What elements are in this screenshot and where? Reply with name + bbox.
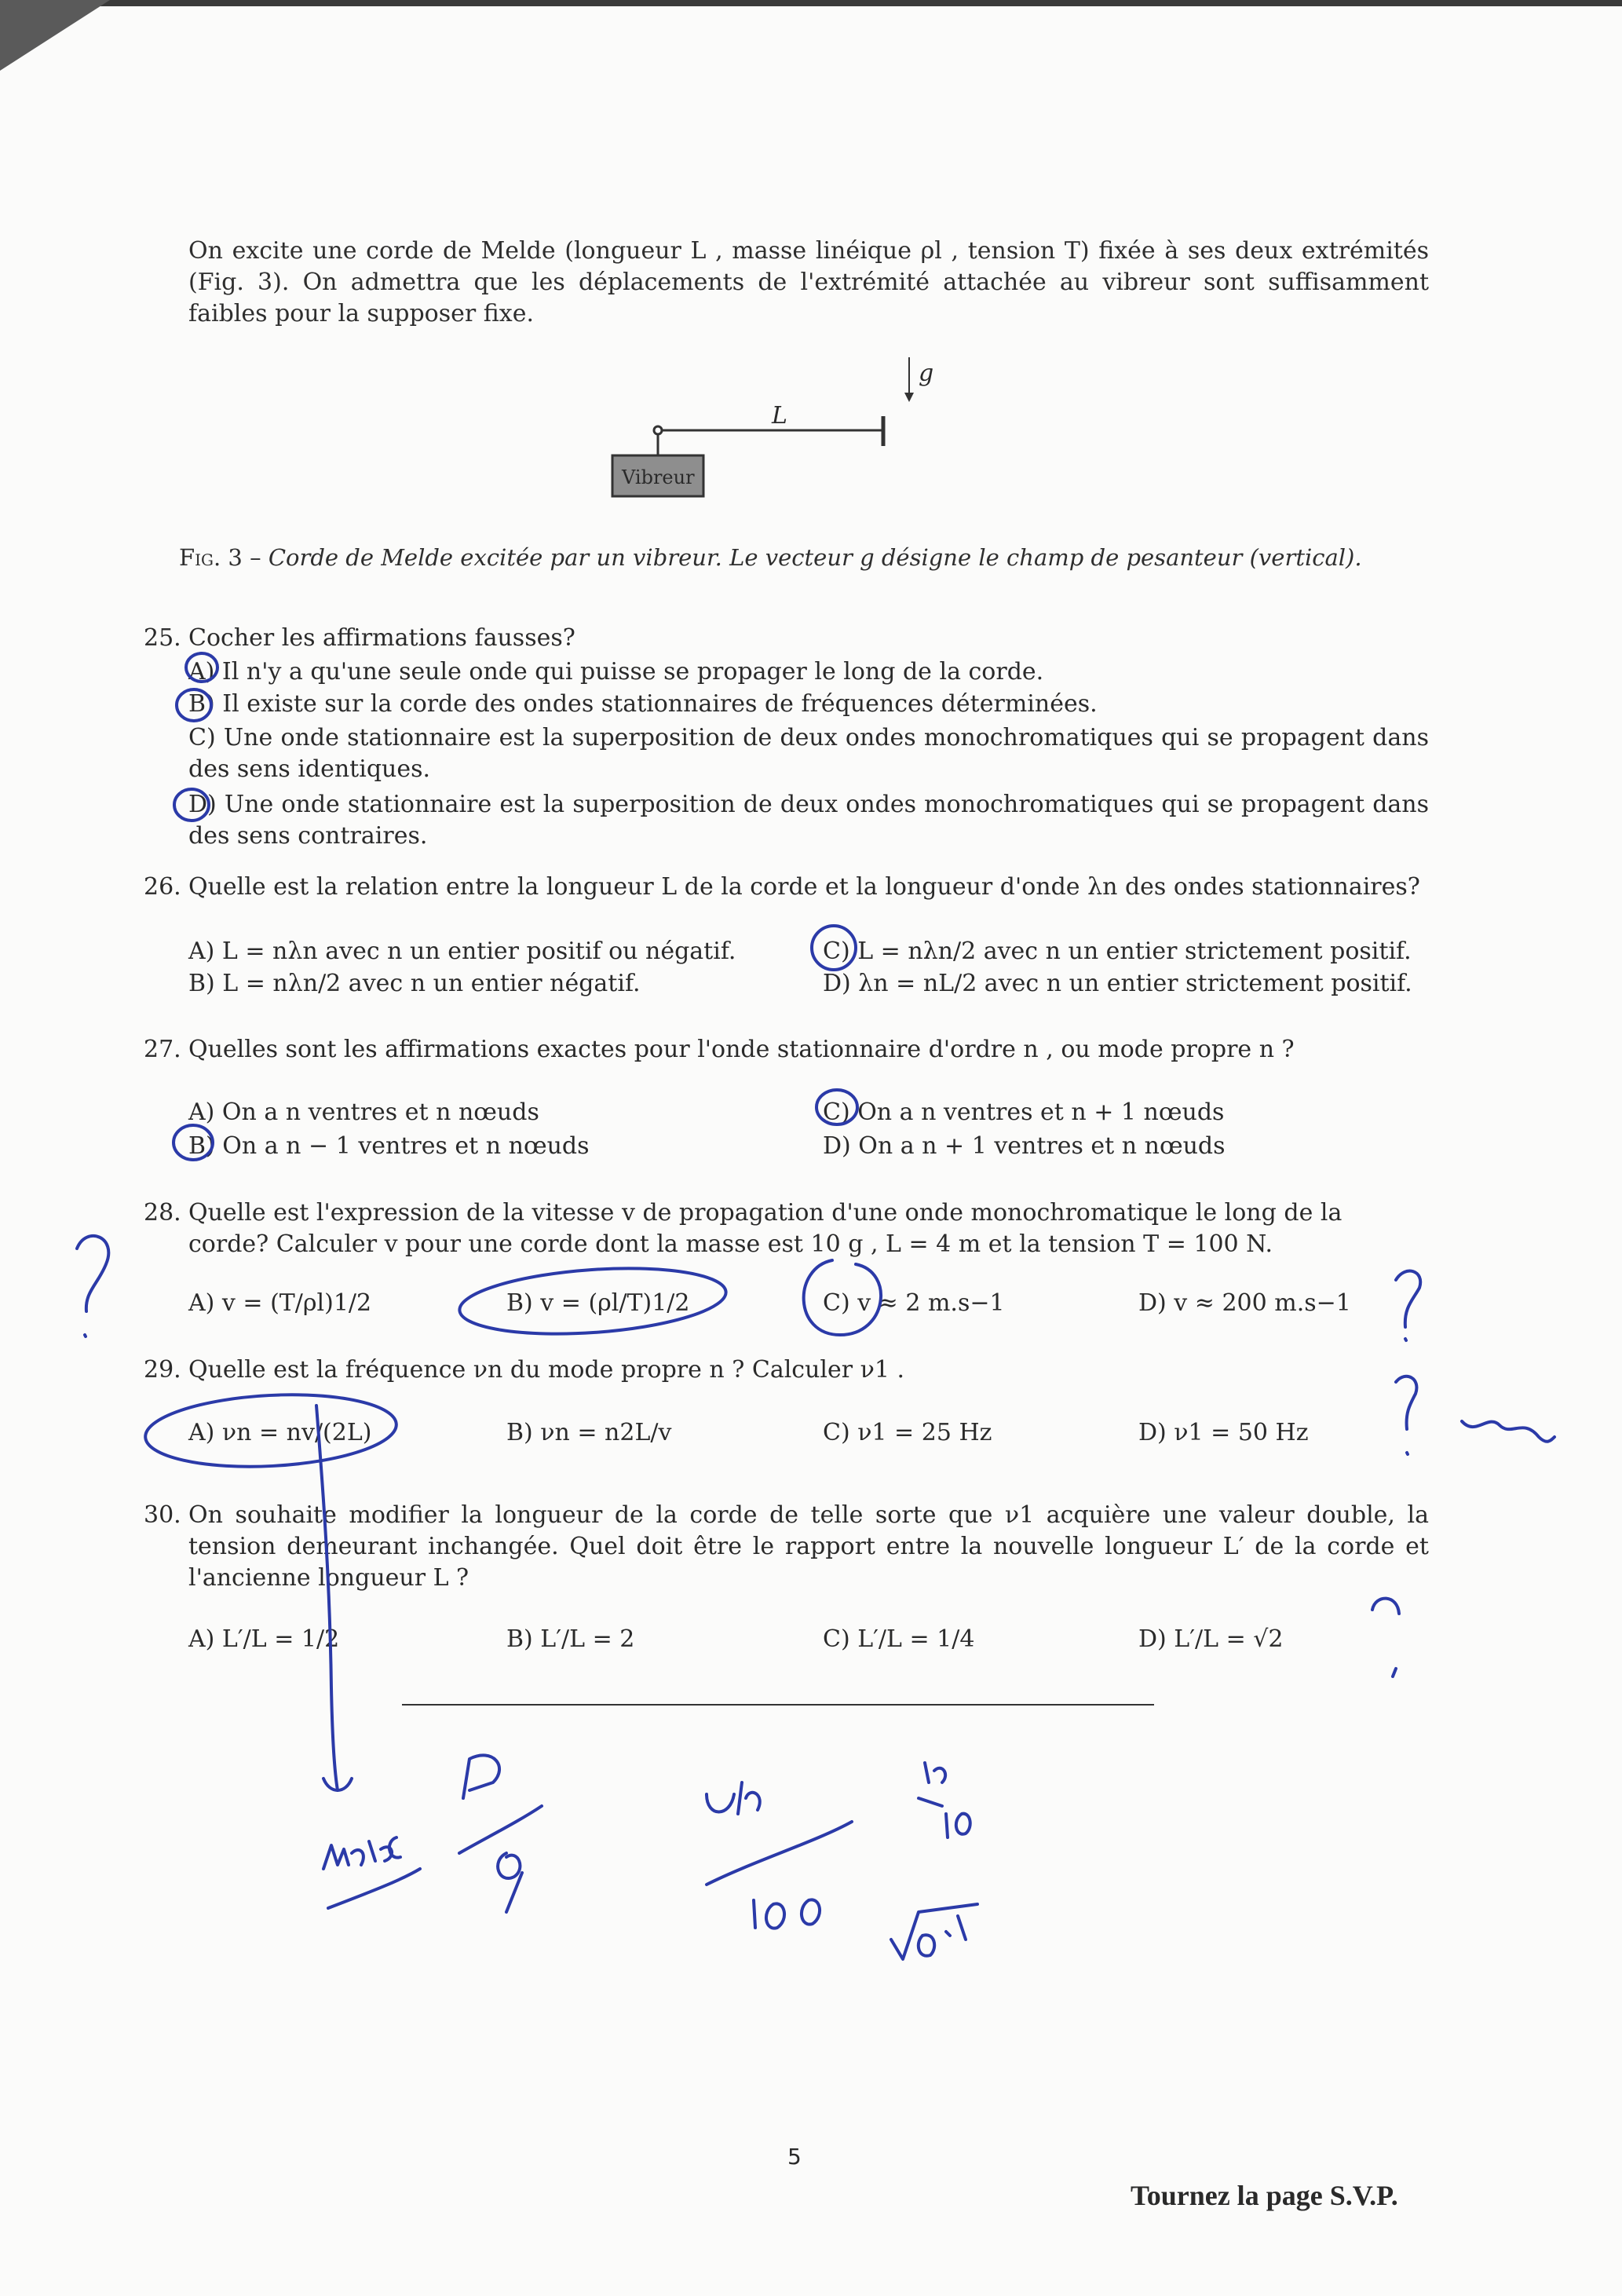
scribble-word xyxy=(323,1837,400,1869)
q28-option-d[interactable]: D) v ≈ 200 m.s−1 xyxy=(1138,1289,1351,1317)
q26-option-a[interactable]: A) L = nλn avec n un entier positif ou négatif. xyxy=(188,938,736,965)
caption-prefix: Fig. 3 – xyxy=(179,544,261,571)
q30-text: On souhaite modifier la longueur de la corde de telle sorte que ν1 acquière une valeur double, la tension demeurant inchangée. Quel doit être le rapport entre la nouvelle longueur L′ de la corde et l'ancienne longueur L ? xyxy=(188,1501,1429,1592)
q25-option-b[interactable]: B) Il existe sur la corde des ondes stationnaires de fréquences déterminées. xyxy=(188,690,1098,718)
q26-option-d[interactable]: D) λn = nL/2 avec n un entier strictement positif. xyxy=(823,970,1412,997)
caption-text: Corde de Melde excitée par un vibreur. Le vecteur g désigne le champ de pesanteur (vertical). xyxy=(268,544,1362,571)
q30-option-c[interactable]: C) L′/L = 1/4 xyxy=(823,1625,975,1653)
gravity-label: g xyxy=(919,360,934,387)
question-mark-q29 xyxy=(1396,1377,1416,1454)
q27-option-c[interactable]: C) On a n ventres et n + 1 nœuds xyxy=(823,1099,1225,1126)
q25-number: 25. xyxy=(144,624,181,652)
q25-text: Cocher les affirmations fausses? xyxy=(188,624,575,652)
q28-option-b[interactable]: B) v = (ρl/T)1/2 xyxy=(506,1289,690,1317)
circle-q25-d xyxy=(174,789,209,821)
q29-option-d[interactable]: D) ν1 = 50 Hz xyxy=(1138,1419,1309,1446)
footer-turn-page: Tournez la page S.V.P. xyxy=(1131,2180,1398,2211)
q29-option-b[interactable]: B) νn = n2L/v xyxy=(506,1419,672,1446)
q27-text: Quelles sont les affirmations exactes pour l'onde stationnaire d'ordre n , ou mode propre n ? xyxy=(188,1036,1295,1063)
q30-option-a[interactable]: A) L′/L = 1/2 xyxy=(188,1625,340,1653)
q28-number: 28. xyxy=(144,1199,181,1227)
q26-option-b[interactable]: B) L = nλn/2 avec n un entier négatif. xyxy=(188,970,641,997)
q25-option-c[interactable]: C) Une onde stationnaire est la superposition de deux ondes monochromatiques qui se propagent dans des sens identiques. xyxy=(188,724,1429,783)
q26-option-c[interactable]: C) L = nλn/2 avec n un entier strictement positif. xyxy=(823,938,1412,965)
pen-line-down xyxy=(316,1406,338,1790)
fraction-bar-1 xyxy=(707,1822,852,1885)
q25-option-d[interactable]: D) Une onde stationnaire est la superposition de deux ondes monochromatiques qui se propagent dans des sens contraires. xyxy=(188,791,1429,850)
question-mark-q30 xyxy=(1372,1599,1399,1676)
q30-option-b[interactable]: B) L′/L = 2 xyxy=(506,1625,635,1653)
scribble-right xyxy=(1462,1421,1554,1442)
q28-option-c[interactable]: C) v ≈ 2 m.s−1 xyxy=(823,1289,1005,1317)
q28-text: Quelle est l'expression de la vitesse v de propagation d'une onde monochromatique le long de la corde? Calculer v pour une corde dont la masse est 10 g , L = 4 m et la tension T = 100 N. xyxy=(188,1199,1343,1258)
circle-q28-c xyxy=(804,1260,881,1335)
intro-paragraph: On excite une corde de Melde (longueur L , masse linéique ρl , tension T) fixée à ses deux extrémités (Fig. 3). On admettra que les déplacements de l'extrémité attachée au vibreur sont suffisamment faibles pour la supposer fixe. xyxy=(188,237,1429,327)
q29-option-c[interactable]: C) ν1 = 25 Hz xyxy=(823,1419,992,1446)
circle-q25-a xyxy=(186,653,217,682)
q25-option-a[interactable]: A) Il n'y a qu'une seule onde qui puisse se propager le long de la corde. xyxy=(188,658,1044,686)
q29-number: 29. xyxy=(144,1356,181,1384)
circle-q28-b xyxy=(458,1260,729,1342)
q28-option-a[interactable]: A) v = (T/ρl)1/2 xyxy=(188,1289,372,1317)
q29-option-a[interactable]: A) νn = nv/(2L) xyxy=(188,1419,372,1446)
q27-option-d[interactable]: D) On a n + 1 ventres et n nœuds xyxy=(823,1132,1226,1160)
underline-scribble xyxy=(328,1869,420,1908)
hundred-scribble xyxy=(754,1899,820,1928)
length-label: L xyxy=(772,402,787,430)
q27-option-a[interactable]: A) On a n ventres et n nœuds xyxy=(188,1099,539,1126)
q27-option-b[interactable]: B) On a n − 1 ventres et n nœuds xyxy=(188,1132,590,1160)
q26-text: Quelle est la relation entre la longueur L de la corde et la longueur d'onde λn des ondes stationnaires? xyxy=(188,873,1420,901)
q27-number: 27. xyxy=(144,1036,181,1063)
ratio-scribble xyxy=(919,1763,970,1837)
q30-option-d[interactable]: D) L′/L = √2 xyxy=(1138,1625,1284,1653)
circle-q27-b xyxy=(174,1125,213,1160)
sqrt-scribble xyxy=(891,1904,977,1959)
q29-text: Quelle est la fréquence νn du mode propre n ? Calculer ν1 . xyxy=(188,1356,905,1384)
circle-q27-c xyxy=(816,1090,857,1124)
q30-number: 30. xyxy=(144,1501,181,1529)
question-mark-q28 xyxy=(1396,1271,1420,1340)
circle-q25-b xyxy=(177,689,211,721)
circle-q29-a xyxy=(144,1389,398,1473)
rho-scribble xyxy=(459,1755,542,1853)
g-scribble xyxy=(498,1853,522,1912)
q26-number: 26. xyxy=(144,873,181,901)
circle-q26-c xyxy=(812,926,856,970)
question-mark-left xyxy=(77,1236,108,1336)
vibreur-label: Vibreur xyxy=(622,466,695,488)
page-number: 5 xyxy=(787,2144,802,2170)
forty-scribble xyxy=(707,1782,760,1814)
